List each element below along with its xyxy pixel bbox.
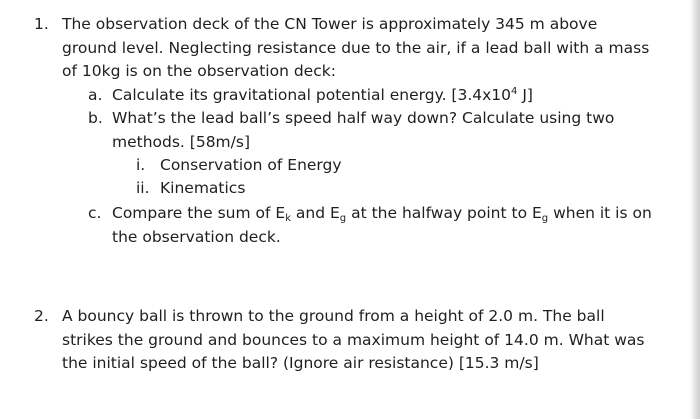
question-number: 2. <box>34 307 49 325</box>
question-stem: The observation deck of the CN Tower is approximately 345 m above ground level. Neglecting resistance due to the air, if a lead ball with a mass of 10kg is on the observation deck: <box>62 15 650 80</box>
part-text: What’s the lead ball’s speed half way down? Calculate using two methods. [58m/s] <box>112 109 615 151</box>
page-edge-shadow <box>690 0 700 419</box>
method-label: i. <box>136 156 146 174</box>
part-label: c. <box>88 204 102 222</box>
part-text: Compare the sum of $E_k$ and $E_g$ at the halfway point to $E_g$ when it is on the observation deck. <box>112 204 652 246</box>
method-text: Kinematics <box>160 179 246 197</box>
question-number: 1. <box>34 15 49 33</box>
method-text: Conservation of Energy <box>160 156 342 174</box>
part-label: b. <box>88 109 103 127</box>
method-label: ii. <box>136 179 150 197</box>
question-text: A bouncy ball is thrown to the ground from a height of 2.0 m. The ball strikes the ground and bounces to a maximum height of 14.0 m. What was the initial speed of the ball? (Ignore air resistance) [15.3 m/s] <box>62 307 645 372</box>
part-label: a. <box>88 86 103 104</box>
part-text: Calculate its gravitational potential energy. [$3.4x10^4$ J] <box>112 86 533 104</box>
